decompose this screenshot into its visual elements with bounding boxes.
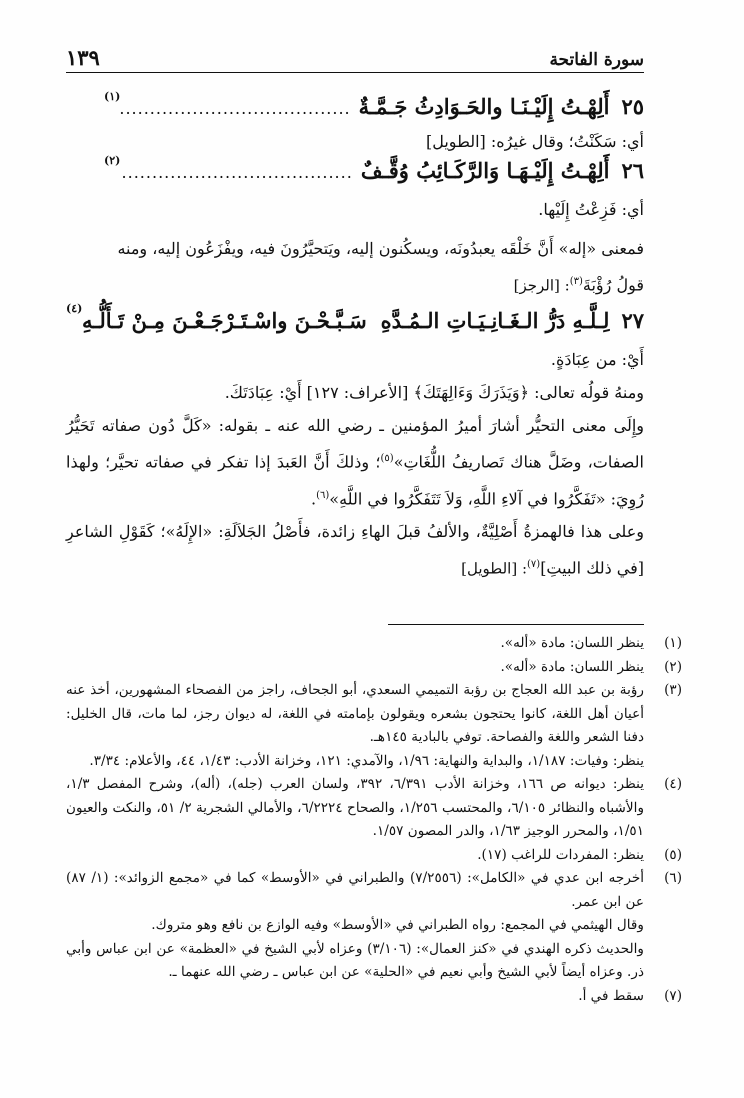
- footnote-2: [66, 656, 682, 680]
- verse-dots: ......................................: [121, 163, 353, 182]
- footnote-text: ينظر اللسان: مادة «أله».: [500, 658, 644, 675]
- verse-text: أَلِهْـتُ إِلَيْـهَـا وَالرَّكَـائِبُ وُقَّـفٌ: [360, 158, 610, 183]
- verse-text: أَلِهْـتُ إِلَيْـنَـا والحَـوَادِثُ جَـمَّـةٌ: [358, 94, 610, 119]
- paragraph-7: [66, 515, 644, 585]
- verse-number: ٢٦: [621, 158, 644, 183]
- footnote-divider: [388, 624, 644, 625]
- footnotes: [66, 632, 682, 1008]
- footnote-number: (٦): [664, 870, 682, 886]
- verse-27: [66, 302, 644, 334]
- footnote-7: [66, 985, 682, 1009]
- footnote-text: وقال الهيثمي في المجمع: رواه الطبراني في «الأوسط» وفيه الوازع بن نافع وهو متروك.: [151, 917, 644, 933]
- paragraph-7-text-a: وعلى هذا فالهمزةُ أَصْلِيَّةٌ، والألفُ قبلَ الهاءِ زائدة، فأَصْلُ الجَلاَلَةِ: «الإِلَهُ»؛ كَقَوْلِ الشاعرِ [في ذلك البيتِ]: [66, 521, 644, 578]
- meter-tag: : [الرجز]: [513, 276, 570, 295]
- footnote-text: ينظر: وفيات: ١/١٨٧، والبداية والنهاية: ١/٩٦، والآمدي: ١٢١، وخزانة الأدب: ١/٤٣، ٤٤، والأعلام: ٣/٣٤.: [89, 752, 644, 769]
- footnote-5: [66, 844, 682, 868]
- footnote-number: (١): [664, 635, 682, 651]
- paragraph-2: أي: فَزِعْتُ إِلَيْها.: [538, 200, 644, 219]
- footnote-ref: (٧): [527, 558, 541, 570]
- page-number: ١٣٩: [66, 45, 100, 70]
- paragraph-3-line-2: [66, 265, 644, 302]
- footnote-ref: (٤): [66, 302, 83, 316]
- verse-hemistich-1: لِـلَّـهِ دَرُّ الـغَـانِـيَـاتِ الـمُـدَّهِ: [380, 308, 610, 334]
- paragraph-4: أَيْ: من عِبَادَةٍ.: [550, 350, 644, 370]
- footnote-number: (٧): [664, 987, 682, 1004]
- footnote-number: (٥): [664, 846, 682, 863]
- meter-tag: : [الطويل]: [461, 559, 527, 578]
- paragraph-1: أي: سَكَنْتُ؛ وقال غيرُه: [الطويل]: [425, 132, 644, 151]
- verse-number: ٢٥: [621, 94, 644, 119]
- footnote-text: ينظر: المفردات للراغب (١٧).: [477, 846, 644, 863]
- footnote-4: [66, 773, 682, 844]
- paragraph-3: [66, 232, 644, 302]
- running-header: [66, 34, 644, 73]
- footnote-ref: (٥): [380, 453, 394, 465]
- footnote-text: رؤبة بن عبد الله العجاج بن رؤبة التميمي السعدي، أبو الجحاف، راجز من الفصحاء المشهورين، أخذ عنه أعيان أهل اللغة، كانوا يحتجون بشعره ويقولون بإمامته في اللغة، له ديوان رجز، لما مات، قال الخليل: دفنا الشعر واللغة والفصاحة. توفي بالبادية ١٤٥هـ.: [66, 682, 644, 745]
- paragraph-6-text-c: .: [311, 488, 317, 508]
- paragraph-3-line-1: فمعنى «إله» أَنَّ خَلْقَه يعبدُونَه، ويسكُنون إليه، ويَتحيَّرُونَ فيه، ويفْزَعُون إليه، ومنه: [117, 239, 644, 258]
- verse-number: ٢٧: [621, 308, 644, 334]
- footnote-6: [66, 867, 682, 985]
- verse-dots: ......................................: [119, 99, 351, 118]
- paragraph-6: [66, 409, 644, 515]
- paragraph-6-text-a: وإِلَى معنى التحيُّر أشارَ أميرُ المؤمنين ـ رضي الله عنه ـ بقوله: «كَلَّ دُون صفاته تَحَيُّرُ الصفات، وضَلَّ هناك تَصاريفُ اللُّغَاتِ»: [66, 416, 644, 472]
- footnote-ref: (٢): [104, 154, 121, 167]
- footnote-3: [66, 679, 682, 773]
- footnote-text: أخرجه ابن عدي في «الكامل»: (٧/٢٥٥٦) والطبراني في «الأوسط» كما في «مجمع الزوائد»: (١/ ٨٧) عن ابن عمر.: [66, 870, 645, 910]
- main-text: [66, 84, 644, 585]
- footnote-ref: (٦): [316, 489, 330, 501]
- footnote-text: ينظر: ديوانه ص ١٦٦، وخزانة الأدب ٦/٣٩١، ٣٩٢، ولسان العرب (جله)، (أله)، وشرح المفصل ١/٣، والأشباه والنظائر ٦/١٠٥، والمحتسب ١/٢٥٦، والصحاح ٦/٢٢٢٤، والأمالي الشجرية ٢/ ٥١، والنكت والعيون ١/٥١، والمحرر الوجيز ١/٦٣، والدر المصون ١/٥٧.: [66, 776, 645, 839]
- verse-hemistich-2: سَـبَّـحْـنَ واسْـتَـرْجَـعْـنَ مِـنْ تَـأَلُّـهِ: [82, 308, 367, 334]
- surah-title: سورة الفاتحة: [549, 50, 644, 70]
- footnote-text: سقط في أ.: [578, 987, 644, 1004]
- verse-25: [66, 90, 644, 119]
- verse-26: [66, 154, 644, 183]
- footnote-ref: (٣): [569, 276, 583, 287]
- footnote-text: ينظر اللسان: مادة «أله».: [500, 635, 644, 651]
- footnote-ref: (١): [104, 90, 121, 103]
- footnote-number: (٢): [664, 658, 682, 675]
- paragraph-5: ومنهُ قولُه تعالى: ﴿وَيَذَرَكَ وَءَالِهَتَكَ﴾ [الأعراف: ١٢٧] أَيْ: عِبَادَتَكَ.: [224, 383, 644, 403]
- footnote-text: والحديث ذكره الهندي في «كنز العمال»: (٣/١٠٦) وعزاه لأبي الشيخ في «العظمة» عن ابن عباس وأبي ذر. وعزاه أيضاً لأبي الشيخ وأبي نعيم في «الحلية» عن ابن عباس ـ رضي الله عنهما ـ.: [66, 940, 644, 980]
- footnote-number: (٣): [664, 682, 682, 698]
- paragraph-3-text: قولُ رُؤْبَةَ: [582, 275, 644, 295]
- footnote-1: [66, 632, 682, 656]
- paragraph-6-text-b: ؛ وذلكَ أَنَّ العَبدَ إذا تفكر في صفاته تحيَّر؛ ولهذا رُوِيَ: «تَفَكَّرُوا في آلاءِ اللَّهِ، وَلاَ تَتَفَكَّرُوا في اللَّهِ»: [66, 452, 644, 508]
- footnote-number: (٤): [664, 776, 682, 792]
